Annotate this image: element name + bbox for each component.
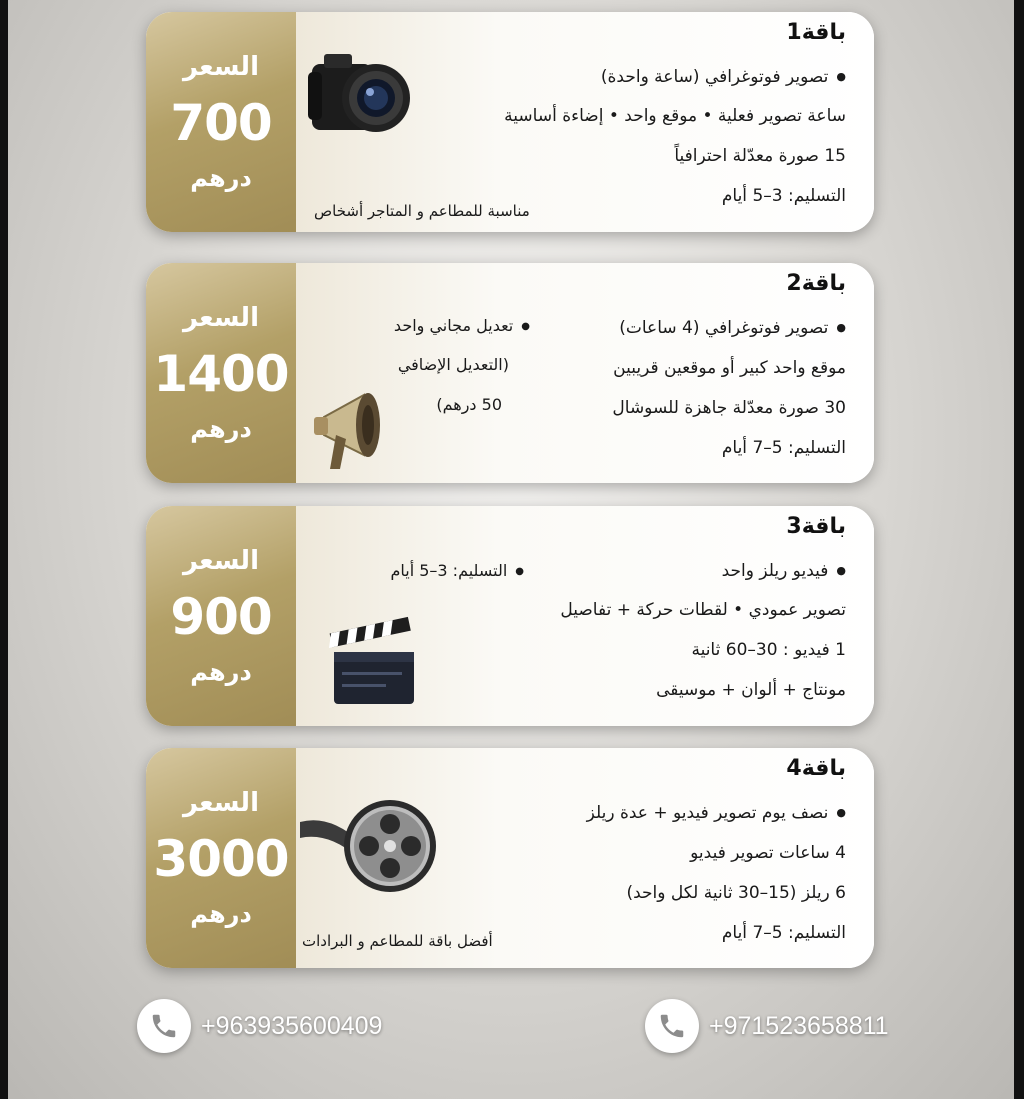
megaphone-icon	[306, 373, 406, 477]
package-line: مونتاج + ألوان + موسيقى	[656, 680, 846, 700]
package-line: 1 فيديو : 30–60 ثانية	[691, 640, 846, 660]
price-value: 900	[170, 588, 272, 646]
package-line: 15 صورة معدّلة احترافياً	[674, 146, 846, 166]
package-side-line: 50 درهم)	[436, 395, 502, 414]
package-line: التسليم: 5–7 أيام	[721, 438, 846, 458]
price-value: 700	[170, 94, 272, 152]
package-title	[786, 514, 846, 539]
package-card-4	[146, 748, 874, 968]
package-line: ● فيديو ريلز واحد	[722, 561, 846, 581]
phone-icon	[645, 999, 699, 1053]
package-card-2	[146, 263, 874, 483]
price-panel	[146, 12, 296, 232]
package-line: 4 ساعات تصوير فيديو	[690, 843, 846, 863]
package-card-3	[146, 506, 874, 726]
package-line: 6 ريلز (15–30 ثانية لكل واحد)	[626, 883, 846, 903]
price-label: السعر	[183, 52, 259, 82]
price-currency: درهم	[190, 900, 252, 928]
price-currency: درهم	[190, 415, 252, 443]
package-note: أفضل باقة للمطاعم و البرادات	[302, 932, 493, 950]
package-title-number: 4	[786, 756, 802, 781]
package-title-word: باقة	[801, 271, 846, 296]
price-label: السعر	[183, 546, 259, 576]
price-currency: درهم	[190, 658, 252, 686]
package-side-line: (التعديل الإضافي	[397, 355, 509, 374]
phone-number: +971523658811	[709, 1011, 889, 1040]
package-title-word: باقة	[801, 756, 846, 781]
price-panel	[146, 506, 296, 726]
package-line: موقع واحد كبير أو موقعين قريبين	[613, 358, 846, 378]
package-details	[296, 748, 874, 968]
phone-number: +963935600409	[201, 1011, 383, 1040]
price-panel	[146, 263, 296, 483]
package-card-1	[146, 12, 874, 232]
contact-phone-2[interactable]	[645, 998, 889, 1054]
price-currency: درهم	[190, 164, 252, 192]
contact-phone-1[interactable]	[137, 998, 382, 1054]
package-side-line: ● التسليم: 3–5 أيام	[390, 561, 524, 580]
package-title-word: باقة	[801, 514, 846, 539]
price-value: 1400	[153, 345, 289, 403]
package-title-number: 2	[786, 271, 802, 296]
clapperboard-icon	[328, 614, 418, 714]
price-label: السعر	[183, 788, 259, 818]
package-title	[786, 20, 846, 45]
package-side-line: ● تعديل مجاني واحد	[394, 316, 530, 335]
phone-icon	[137, 999, 191, 1053]
package-line: ● تصوير فوتوغرافي (ساعة واحدة)	[601, 67, 846, 87]
package-note: مناسبة للمطاعم و المتاجر أشخاص	[314, 202, 530, 220]
price-panel	[146, 748, 296, 968]
film-reel-icon	[300, 796, 440, 900]
package-line: ساعة تصوير فعلية • موقع واحد • إضاءة أساسية	[504, 106, 846, 126]
package-details	[296, 12, 874, 232]
package-details	[296, 506, 874, 726]
package-line: التسليم: 3–5 أيام	[721, 186, 846, 206]
right-edge	[1014, 0, 1024, 1099]
package-line: ● تصوير فوتوغرافي (4 ساعات)	[619, 318, 846, 338]
package-line: التسليم: 5–7 أيام	[721, 923, 846, 943]
price-value: 3000	[153, 830, 289, 888]
package-line: 30 صورة معدّلة جاهزة للسوشال	[612, 398, 846, 418]
left-edge	[0, 0, 8, 1099]
price-label: السعر	[183, 303, 259, 333]
package-title	[786, 271, 846, 296]
package-title-word: باقة	[801, 20, 846, 45]
camera-icon	[304, 42, 424, 146]
package-title-number: 1	[786, 20, 802, 45]
package-details	[296, 263, 874, 483]
package-line: تصوير عمودي • لقطات حركة + تفاصيل	[560, 600, 846, 620]
package-title	[786, 756, 846, 781]
package-line: ● نصف يوم تصوير فيديو + عدة ريلز	[587, 803, 846, 823]
package-title-number: 3	[786, 514, 802, 539]
